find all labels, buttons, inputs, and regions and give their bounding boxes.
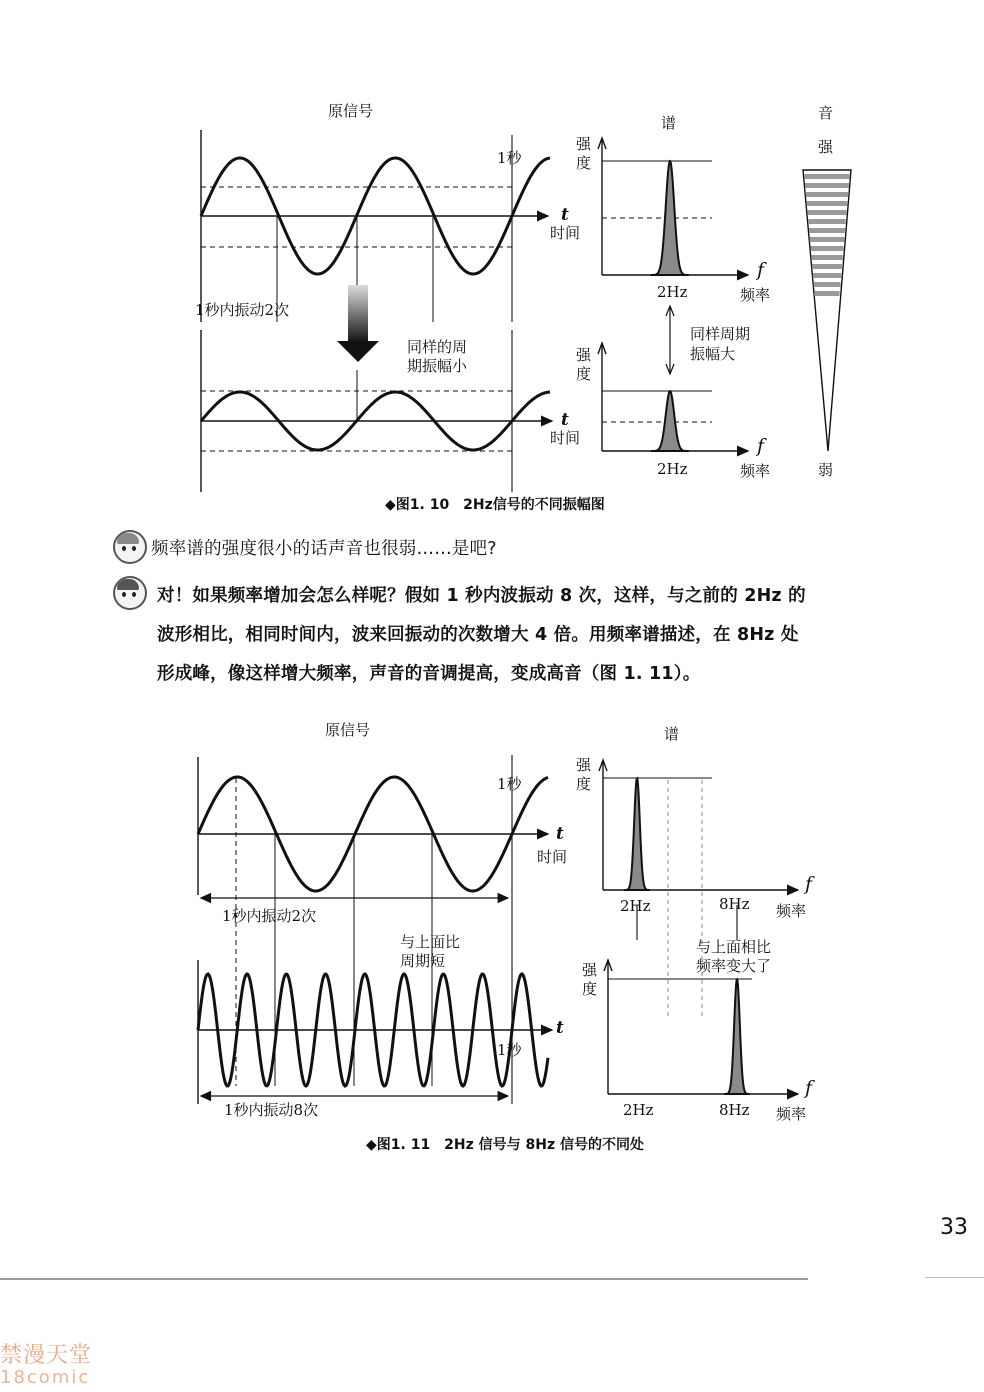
fig1-vibrate-label: 1秒内振动2次	[195, 301, 290, 319]
fig2-time-label: 时间	[537, 848, 568, 866]
fig1-one-second-label: 1秒	[497, 149, 522, 167]
fig2-spec-top-peak-2hz	[624, 778, 650, 890]
fig1-f-symbol-bottom: f	[757, 435, 765, 457]
fig2-spectrum-title: 谱	[664, 725, 680, 743]
fig1-intensity-label-bottom: 强 度	[576, 346, 592, 383]
fig2-caption: ◆图1. 11 2Hz 信号与 8Hz 信号的不同处	[366, 1137, 645, 1153]
fig1-spectrum-title: 谱	[661, 114, 677, 132]
fig2-freq-2hz-bottom: 2Hz	[623, 1101, 654, 1119]
fig2-one-second-bottom: 1秒	[497, 1041, 522, 1059]
avatar-teacher-icon	[113, 576, 147, 610]
fig2-compare-note: 与上面比 周期短	[400, 933, 461, 970]
fig1-f-symbol-top: f	[757, 259, 765, 281]
volume-stripe	[814, 282, 841, 287]
avatar-student-icon	[113, 530, 147, 564]
volume-stripe	[806, 192, 848, 197]
volume-weak-label: 弱	[818, 461, 834, 479]
fig2-vibrate2-label: 1秒内振动2次	[222, 907, 317, 925]
big-down-arrow-icon	[337, 341, 379, 362]
big-down-arrow-shaft	[348, 285, 368, 343]
fig1-freq-word-top: 频率	[740, 286, 771, 304]
fig1-time-label-bottom: 时间	[550, 429, 581, 447]
footer-rule-left	[0, 1278, 808, 1280]
volume-stripe	[805, 183, 849, 188]
fig1-time-label-top: 时间	[550, 224, 581, 242]
volume-stripe	[812, 264, 842, 269]
fig2-freq-8hz-bottom: 8Hz	[719, 1101, 750, 1119]
fig2-freq-word-top: 频率	[776, 902, 807, 920]
fig2-spec-bottom-peak-8hz	[724, 979, 750, 1094]
volume-strong-label: 强	[818, 138, 834, 156]
fig2-bigger-note: 与上面相比 频率变大了	[696, 938, 772, 975]
fig1-t-symbol-top: t	[561, 205, 569, 225]
fig1-freq-2hz-top: 2Hz	[657, 283, 688, 301]
fig2-freq-word-bottom: 频率	[776, 1105, 807, 1123]
fig2-f-symbol-top: f	[805, 873, 813, 895]
volume-stripe	[809, 228, 845, 233]
volume-stripe	[807, 210, 846, 215]
fig1-caption: ◆图1. 10 2Hz信号的不同振幅图	[385, 497, 605, 513]
figure-1-11-graphic	[0, 700, 984, 1160]
fig1-t-symbol-bottom: t	[561, 410, 569, 430]
volume-stripe	[811, 246, 844, 251]
dialogue-line-teacher-3: 形成峰，像这样增大频率，声音的音调提高，变成高音（图 1. 11）。	[157, 664, 701, 684]
fig2-t-symbol-top: t	[556, 824, 564, 844]
figure-1-10-graphic	[0, 0, 984, 520]
volume-stripe	[804, 174, 849, 179]
dialogue-line-teacher-1: 对！如果频率增加会怎么样呢？假如 1 秒内波振动 8 次，这样，与之前的 2Hz 的	[157, 586, 806, 606]
volume-stripe	[811, 255, 843, 260]
fig1-same-period-note: 同样的周 期振幅小	[407, 338, 468, 375]
fig1-freq-2hz-bottom: 2Hz	[657, 460, 688, 478]
watermark-logo	[0, 1344, 92, 1388]
volume-stripe	[813, 273, 841, 278]
fig1-spec-bottom-peak-2hz	[651, 391, 689, 451]
volume-stripe	[807, 201, 848, 206]
volume-stripe	[808, 219, 846, 224]
volume-title-label: 音	[818, 104, 834, 122]
volume-stripe	[810, 237, 845, 242]
watermark-line-1: 禁漫天堂	[0, 1343, 93, 1368]
fig1-signal-title: 原信号	[328, 102, 374, 120]
volume-stripe	[814, 291, 839, 296]
fig2-freq-8hz-top: 8Hz	[719, 895, 750, 913]
volume-triangle-icon	[803, 170, 851, 451]
footer-rule-right	[925, 1277, 984, 1278]
fig2-f-symbol-bottom: f	[805, 1077, 813, 1099]
fig2-one-second-top: 1秒	[497, 775, 522, 793]
fig1-intensity-label-top: 强 度	[576, 135, 592, 172]
fig1-freq-word-bottom: 频率	[740, 462, 771, 480]
page-number: 33	[940, 1215, 968, 1240]
watermark-line-2: 18comic	[0, 1367, 91, 1388]
dialogue-line-student: 频率谱的强度很小的话声音也很弱……是吧?	[151, 539, 497, 559]
fig2-freq-2hz-top: 2Hz	[620, 897, 651, 915]
fig2-intensity-bottom: 强 度	[582, 961, 598, 998]
fig2-intensity-top: 强 度	[576, 756, 592, 793]
dialogue-line-teacher-2: 波形相比，相同时间内，波来回振动的次数增大 4 倍。用频率谱描述，在 8Hz 处	[157, 625, 799, 645]
fig2-signal-title: 原信号	[325, 721, 371, 739]
fig2-vibrate8-label: 1秒内振动8次	[224, 1101, 319, 1119]
fig1-same-period-big-note: 同样周期 振幅大	[690, 325, 751, 363]
fig2-t-symbol-bottom: t	[556, 1018, 564, 1038]
